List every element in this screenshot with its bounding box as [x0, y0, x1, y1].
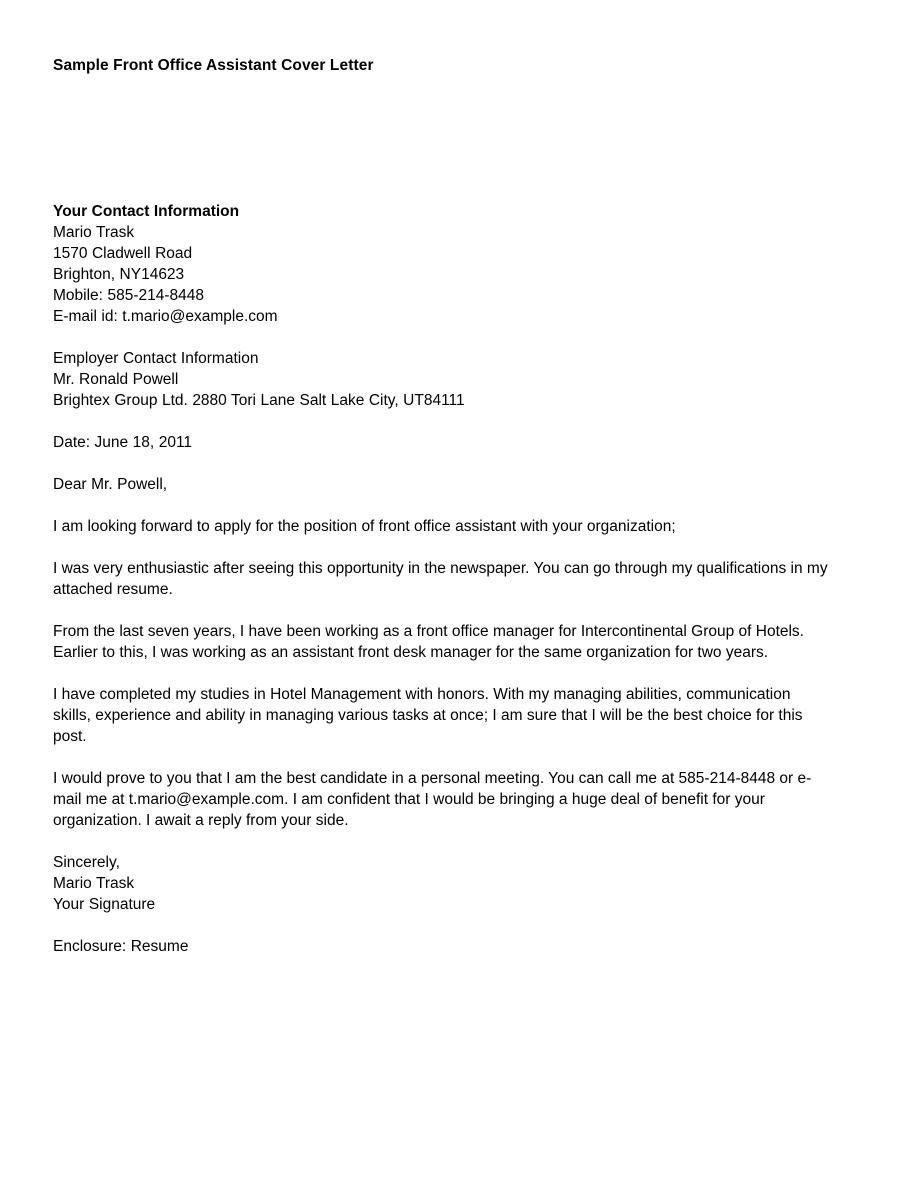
recipient-name: Mr. Ronald Powell — [53, 371, 179, 388]
paragraph-text: I would prove to you that I am the best candidate in a personal meeting. You can call me at 585-214-8448 or e-mail me at t.mario@example.com. I am confident that I would be bringing a huge deal of benefit for your organization. I await a reply from your side. — [53, 770, 812, 829]
recipient-company-address: Brightex Group Ltd. 2880 Tori Lane Salt Lake City, UT84111 — [53, 392, 465, 409]
enclosure-block — [53, 936, 828, 957]
signer-name: Mario Trask — [53, 875, 135, 892]
sender-email: E-mail id: t.mario@example.com — [53, 308, 278, 325]
body-paragraph-1 — [53, 516, 828, 537]
closing-block — [53, 852, 828, 915]
valediction: Sincerely, — [53, 854, 120, 871]
salutation-block — [53, 474, 828, 495]
enclosure-note: Enclosure: Resume — [53, 938, 189, 955]
recipient-contact-block — [53, 348, 828, 411]
letter-date: Date: June 18, 2011 — [53, 434, 193, 451]
signature-line: Your Signature — [53, 896, 156, 913]
recipient-heading: Employer Contact Information — [53, 350, 259, 367]
body-paragraph-3 — [53, 621, 828, 663]
page-title: Sample Front Office Assistant Cover Letter — [53, 57, 374, 74]
paragraph-text: From the last seven years, I have been working as a front office manager for Intercontinental Group of Hotels. Earlier to this, I was working as an assistant front desk manager for the same organization for two years. — [53, 623, 804, 661]
body-paragraph-2 — [53, 558, 828, 600]
salutation: Dear Mr. Powell, — [53, 476, 168, 493]
sender-contact-block — [53, 201, 828, 327]
paragraph-text: I was very enthusiastic after seeing this opportunity in the newspaper. You can go through my qualifications in my attached resume. — [53, 560, 828, 598]
sender-street: 1570 Cladwell Road — [53, 245, 193, 262]
body-paragraph-4 — [53, 684, 828, 747]
body-paragraph-5 — [53, 768, 828, 831]
sender-mobile: Mobile: 585-214-8448 — [53, 287, 204, 304]
paragraph-text: I am looking forward to apply for the position of front office assistant with your organization; — [53, 518, 676, 535]
letter-body — [53, 201, 828, 957]
sender-heading: Your Contact Information — [53, 203, 240, 220]
sender-name: Mario Trask — [53, 224, 135, 241]
sender-city-state-zip: Brighton, NY14623 — [53, 266, 185, 283]
date-block — [53, 432, 828, 453]
paragraph-text: I have completed my studies in Hotel Management with honors. With my managing abilities, communication skills, experience and ability in managing various tasks at once; I am sure that I will be the best choice for this post. — [53, 686, 803, 745]
